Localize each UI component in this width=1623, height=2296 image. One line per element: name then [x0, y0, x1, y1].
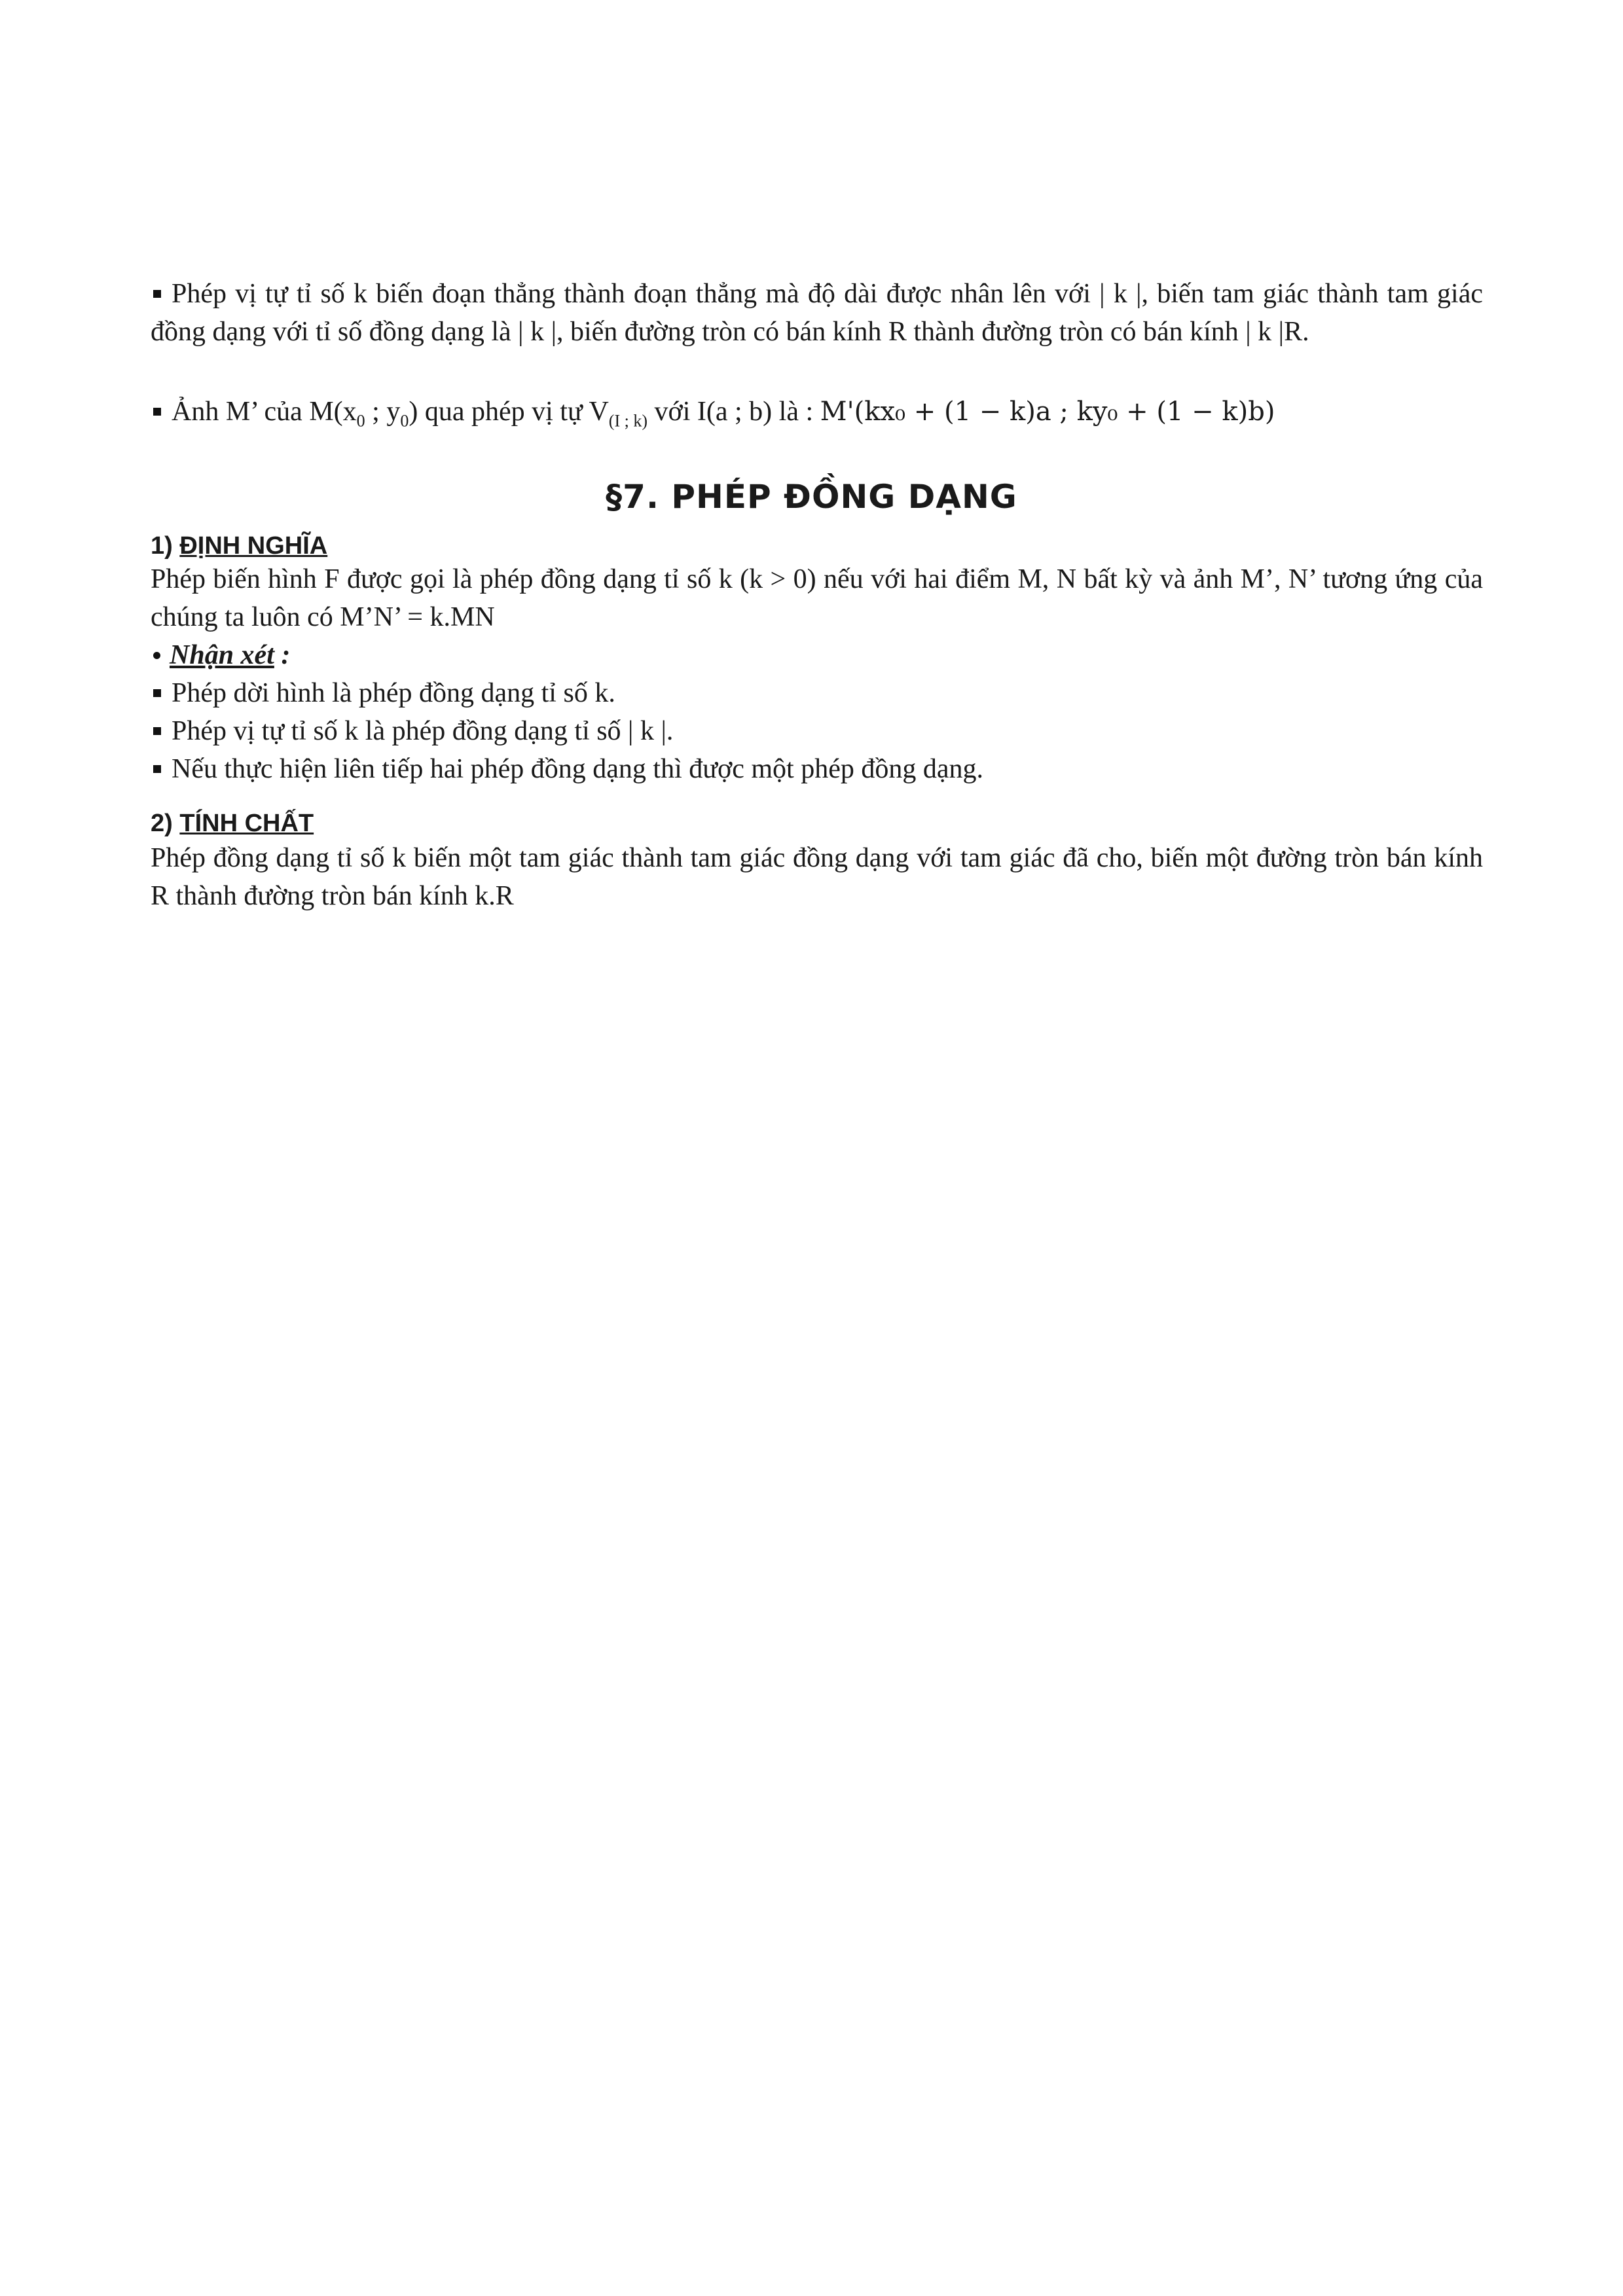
note-label: Nhận xét — [170, 640, 274, 670]
square-bullet-icon — [153, 290, 161, 298]
subscript-y0: 0 — [400, 411, 409, 431]
note-item-3-text: Nếu thực hiện liên tiếp hai phép đồng dạng thì được một phép đồng dạng. — [172, 754, 983, 784]
square-bullet-icon — [153, 408, 161, 416]
subscript-v: (I ; k) — [608, 411, 647, 431]
round-bullet-icon — [153, 652, 160, 659]
intro-text-2d: với I(a ; b) là : — [647, 397, 820, 427]
heading-definition-number: 1) — [151, 532, 180, 560]
subscript-x0: 0 — [356, 411, 365, 431]
square-bullet-icon — [153, 765, 161, 773]
definition-paragraph: Phép biến hình F được gọi là phép đồng dạng tỉ số k (k > 0) nếu với hai điểm M, N bất kỳ và ảnh M’, N’ tương ứng của chúng ta luôn có M’N’ = k.MN — [151, 564, 1483, 632]
note-heading — [151, 636, 1483, 674]
square-bullet-icon — [153, 727, 161, 735]
square-bullet-icon — [153, 689, 161, 697]
heading-properties-number: 2) — [151, 810, 180, 837]
section-title: §7. PHÉP ĐỒNG DẠNG — [606, 478, 1017, 516]
intro-text-2c: ) qua phép vị tự V — [409, 397, 609, 427]
note-item-3 — [151, 750, 1483, 788]
properties-paragraph: Phép đồng dạng tỉ số k biến một tam giác thành tam giác đồng dạng với tam giác đã cho, biến một đường tròn bán kính R thành đường tròn bán kính k.R — [151, 843, 1483, 911]
intro-text-1: Phép vị tự tỉ số k biến đoạn thẳng thành đoạn thẳng mà độ dài được nhân lên với | k |, biến tam giác thành tam giác đồng dạng với tỉ số đồng dạng là | k |, biến đường tròn có bán kính R thành đường tròn có bán kính | k |R. — [151, 279, 1483, 347]
intro-paragraph-1 — [151, 275, 1483, 351]
note-item-2 — [151, 712, 1483, 750]
intro-paragraph-2 — [151, 393, 1483, 431]
intro-text-2b: ; y — [365, 397, 401, 427]
note-item-1-text: Phép dời hình là phép đồng dạng tỉ số k. — [172, 678, 615, 708]
heading-definition-text: ĐỊNH NGHĨA — [179, 532, 328, 560]
heading-properties — [151, 808, 314, 839]
heading-properties-text: TÍNH CHẤT — [179, 810, 314, 837]
intro-text-2a: Ảnh M’ của M(x — [172, 397, 357, 427]
image-formula: M'(kx₀ + (1 − k)a ; ky₀ + (1 − k)b) — [820, 397, 1275, 427]
note-item-1 — [151, 674, 1483, 712]
heading-definition — [151, 530, 327, 562]
note-colon: : — [274, 640, 291, 670]
note-item-2-text: Phép vị tự tỉ số k là phép đồng dạng tỉ số | k |. — [172, 716, 674, 746]
